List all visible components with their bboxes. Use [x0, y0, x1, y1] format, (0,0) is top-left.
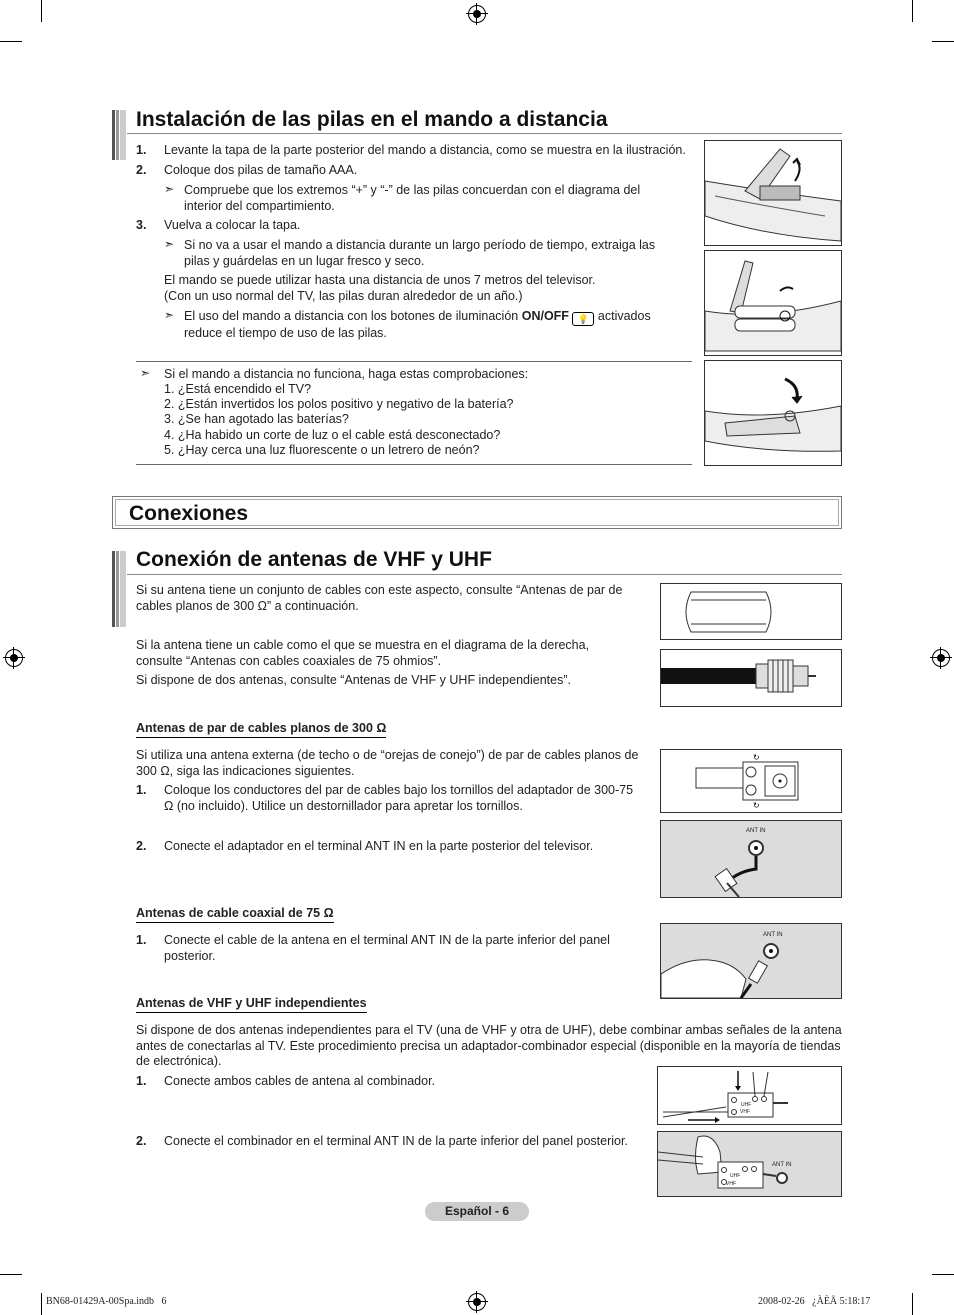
- intro-text: Si su antena tiene un conjunto de cables con este aspecto, consulte “Antenas de par de cables planos de 300 Ω” a continuación.: [136, 583, 623, 613]
- intro-text: Si dispone de dos antenas independientes para el TV (una de VHF y otra de UHF), debe combinar ambas señales de la antena antes de conectarlas al TV. Este procedimiento precisa un adaptador-combinador especial (disponible en la mayoría de tiendas de electrónica).: [136, 1023, 842, 1068]
- step-text: Conecte el combinador en el terminal ANT IN de la parte inferior del panel posterior.: [164, 1134, 628, 1148]
- check-item: 3. ¿Se han agotado las baterías?: [164, 412, 349, 426]
- divider: [136, 464, 692, 465]
- crop-mark: [0, 1274, 22, 1275]
- crop-mark: [912, 1293, 913, 1315]
- combiner-to-ant-in-illustration: [657, 1131, 842, 1197]
- svg-text:↻: ↻: [753, 801, 760, 810]
- crop-mark: [912, 0, 913, 22]
- note-arrow-icon: ➣: [164, 308, 175, 322]
- remote-batteries-illustration: [704, 250, 842, 356]
- section-title-batteries: Instalación de las pilas en el mando a distancia: [136, 108, 608, 131]
- step-number: 2.: [136, 1134, 147, 1148]
- section-title-antennas: Conexión de antenas de VHF y UHF: [136, 548, 492, 571]
- registration-mark-icon: [468, 5, 486, 23]
- step-text: Coloque dos pilas de tamaño AAA.: [164, 163, 358, 177]
- step-text: Conecte ambos cables de antena al combinador.: [164, 1074, 436, 1088]
- coax-cable-illustration: [660, 649, 842, 707]
- range-text: (Con un uso normal del TV, las pilas duran alrededor de un año.): [164, 289, 523, 303]
- registration-mark-icon: [5, 649, 23, 667]
- subheading-300-ohm: Antenas de par de cables planos de 300 Ω: [136, 721, 386, 738]
- vhf-label: VHF: [726, 1181, 736, 1187]
- connections-title: Conexiones: [129, 502, 249, 525]
- uhf-label: UHF: [730, 1173, 741, 1179]
- uhf-label: UHF: [741, 1102, 752, 1108]
- divider: [127, 133, 842, 134]
- step-number: 2.: [136, 839, 147, 853]
- crop-mark: [932, 41, 954, 42]
- note-arrow-icon: ➣: [140, 366, 151, 380]
- light-note-post: activados reduce el tiempo de uso de las pilas.: [184, 309, 651, 340]
- light-note-pre: El uso del mando a distancia con los botones de iluminación: [184, 309, 522, 323]
- vhf-label: VHF: [740, 1109, 750, 1115]
- note-text: Compruebe que los extremos “+” y “-” de las pilas concuerdan con el diagrama del interior del compartimiento.: [184, 183, 641, 213]
- intro-text: Si la antena tiene un cable como el que se muestra en el diagrama de la derecha, consulte “Antenas con cables coaxiales de 75 ohmios”.: [136, 638, 590, 668]
- intro-text: Si utiliza una antena externa (de techo o de “orejas de conejo”) de par de cables planos de 300 Ω, siga las indicaciones siguientes.: [136, 748, 639, 778]
- ant-in-label: ANT IN: [746, 828, 766, 834]
- step-text: Vuelva a colocar la tapa.: [164, 218, 301, 232]
- step-number: 2.: [136, 163, 147, 177]
- subheading-vhf-uhf: Antenas de VHF y UHF independientes: [136, 996, 367, 1013]
- check-item: 5. ¿Hay cerca una luz fluorescente o un letrero de neón?: [164, 443, 480, 457]
- note-arrow-icon: ➣: [164, 182, 175, 196]
- connections-banner: [112, 496, 842, 529]
- ant-in-label: ANT IN: [772, 1162, 792, 1168]
- check-intro: Si el mando a distancia no funciona, haga estas comprobaciones:: [164, 367, 529, 381]
- footer-timestamp: 2008-02-26 ¿ÀÈÄ 5:18:17: [758, 1296, 871, 1307]
- onoff-label: ON/OFF: [521, 309, 569, 323]
- crop-mark: [41, 1293, 42, 1315]
- check-item: 1. ¿Está encendido el TV?: [164, 382, 312, 396]
- step-number: 1.: [136, 1074, 147, 1088]
- light-bulb-icon: 💡: [572, 312, 594, 326]
- section-bar: [112, 110, 126, 160]
- step-number: 1.: [136, 143, 147, 157]
- page-number-badge: Español - 6: [425, 1202, 529, 1221]
- intro-text: Si dispone de dos antenas, consulte “Antenas de VHF y UHF independientes”.: [136, 673, 571, 687]
- divider: [127, 574, 842, 575]
- crop-mark: [41, 0, 42, 22]
- registration-mark-icon: [932, 649, 950, 667]
- adapter-to-ant-in-illustration: [660, 820, 842, 898]
- subheading-75-ohm: Antenas de cable coaxial de 75 Ω: [136, 906, 334, 923]
- registration-mark-icon: [468, 1293, 486, 1311]
- step-text: Coloque los conductores del par de cables bajo los tornillos del adaptador de 300-75 Ω (no incluido). Utilice un destornillador para apretar los tornillos.: [164, 783, 634, 813]
- combiner-illustration: [657, 1066, 842, 1125]
- section-bar: [112, 551, 126, 627]
- check-item: 2. ¿Están invertidos los polos positivo y negativo de la batería?: [164, 397, 514, 411]
- remote-close-cover-illustration: [704, 360, 842, 466]
- svg-text:↻: ↻: [753, 753, 760, 762]
- light-note: [184, 309, 679, 342]
- step-text: Levante la tapa de la parte posterior del mando a distancia, como se muestra en la ilustración.: [164, 143, 686, 157]
- footer-file: BN68-01429A-00Spa.indb 6: [46, 1296, 167, 1307]
- remote-open-cover-illustration: [704, 140, 842, 246]
- divider: [136, 361, 692, 362]
- note-arrow-icon: ➣: [164, 237, 175, 251]
- flat-twin-lead-illustration: [660, 583, 842, 640]
- range-text: El mando se puede utilizar hasta una distancia de unos 7 metros del televisor.: [164, 273, 596, 287]
- step-number: 1.: [136, 783, 147, 797]
- step-number: 3.: [136, 218, 147, 232]
- crop-mark: [932, 1274, 954, 1275]
- step-text: Conecte el cable de la antena en el terminal ANT IN de la parte inferior del panel posterior.: [164, 933, 610, 963]
- crop-mark: [0, 41, 22, 42]
- ant-in-label: ANT IN: [763, 932, 783, 938]
- note-text: Si no va a usar el mando a distancia durante un largo período de tiempo, extraiga las pilas y guárdelas en un lugar fresco y seco.: [184, 238, 656, 268]
- step-text: Conecte el adaptador en el terminal ANT IN en la parte posterior del televisor.: [164, 839, 594, 853]
- coax-to-ant-in-illustration: [660, 923, 842, 999]
- step-number: 1.: [136, 933, 147, 947]
- check-item: 4. ¿Ha habido un corte de luz o el cable está desconectado?: [164, 428, 501, 442]
- adapter-illustration: [660, 749, 842, 813]
